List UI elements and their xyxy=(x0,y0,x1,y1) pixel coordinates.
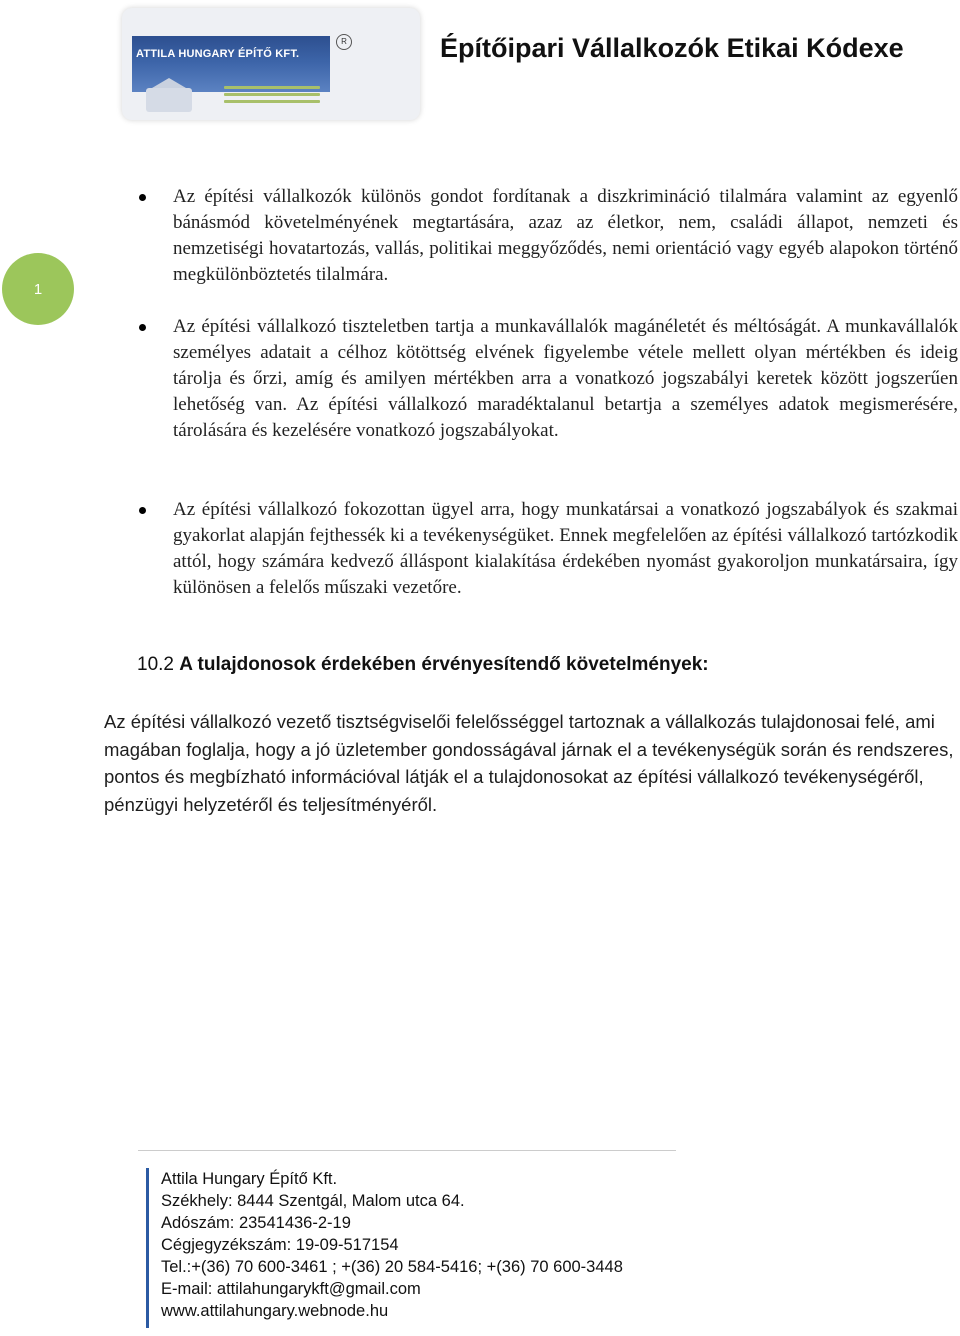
logo-decoration xyxy=(224,82,320,107)
footer-divider xyxy=(138,1150,676,1151)
registered-mark-icon: R xyxy=(336,34,352,50)
company-logo xyxy=(122,8,420,120)
bullet-dot-icon xyxy=(139,324,146,331)
bullet-text: Az építési vállalkozó fokozottan ügyel arra, hogy munkatársai a vonatkozó jogszabályok és szakmai gyakorlat alapján fejthessék ki a tevékenységüket. Ennek megfelelően az építési vállalkozó tartózkodik attól, hogy számára kedvező álláspont kialakítása érdekében nyomást gyakoroljon munkatársaira, így különösen a felelős műszaki vezetőre. xyxy=(173,499,958,598)
bullet-text: Az építési vállalkozó tiszteletben tartja a munkavállalók magánéletét és méltóságát. A munkavállalók személyes adatait a célhoz kötöttség elvének figyelembe vétele mellett olyan mértékben és ideig tárolja és őrzi, amíg és amilyen mértékben arra a vonatkozó jogszabályi keretek között jogszerűen lehetőség van. Az építési vállalkozó maradéktalanul betartja a személyes adatok megismerésére, tárolására és kezelésére vonatkozó jogszabályokat. xyxy=(173,316,958,441)
section-title: A tulajdonosok érdekében érvényesítendő követelmények: xyxy=(179,654,709,675)
bullet-dot-icon xyxy=(139,194,146,201)
footer-accent-bar xyxy=(146,1168,149,1328)
section-number: 10.2 xyxy=(137,654,174,675)
section-heading xyxy=(137,654,709,676)
bullet-item xyxy=(128,314,958,444)
logo-house-icon xyxy=(146,88,192,112)
footer-company: Attila Hungary Építő Kft. xyxy=(161,1170,338,1188)
logo-company-name: ATTILA HUNGARY ÉPÍTŐ KFT. xyxy=(136,48,300,60)
footer-phone: Tel.:+(36) 70 600-3461 ; +(36) 20 584-5416; +(36) 70 600-3448 xyxy=(161,1258,623,1276)
bullet-item xyxy=(128,184,958,288)
bullet-text: Az építési vállalkozók különös gondot fordítanak a diszkrimináció tilalmára valamint az egyenlő bánásmód követelményének megtartására, azaz az életkor, nem, családi állapot, nemzeti és nemzetiségi hovatartozás, vallás, politikai meggyőződés, nemi orientáció vagy egyéb alapokon történő megkülönböztetés tilalmára. xyxy=(173,186,958,285)
footer-tax-number: Adószám: 23541436-2-19 xyxy=(161,1214,351,1232)
footer-contact xyxy=(161,1168,623,1322)
footer-registry-number: Cégjegyzékszám: 19-09-517154 xyxy=(161,1236,399,1254)
logo-banner xyxy=(132,36,330,92)
section-paragraph: Az építési vállalkozó vezető tisztségviselői felelősséggel tartoznak a vállalkozás tulajdonosai felé, ami magában foglalja, hogy a jó üzletember gondosságával járnak el a tevékenységük során és rendszeres, pontos és megbízható információval látják el a tulajdonosokat az építési vállalkozó tevékenységéről, pénzügyi helyzetéről és teljesítményéről. xyxy=(104,711,954,815)
bullet-item xyxy=(128,497,958,601)
document-title: Építőipari Vállalkozók Etikai Kódexe xyxy=(440,33,904,63)
footer-address: Székhely: 8444 Szentgál, Malom utca 64. xyxy=(161,1192,465,1210)
bullet-dot-icon xyxy=(139,507,146,514)
footer-website: www.attilahungary.webnode.hu xyxy=(161,1302,389,1320)
footer-email: E-mail: attilahungarykft@gmail.com xyxy=(161,1280,421,1298)
page-number-badge: 1 xyxy=(2,253,74,325)
